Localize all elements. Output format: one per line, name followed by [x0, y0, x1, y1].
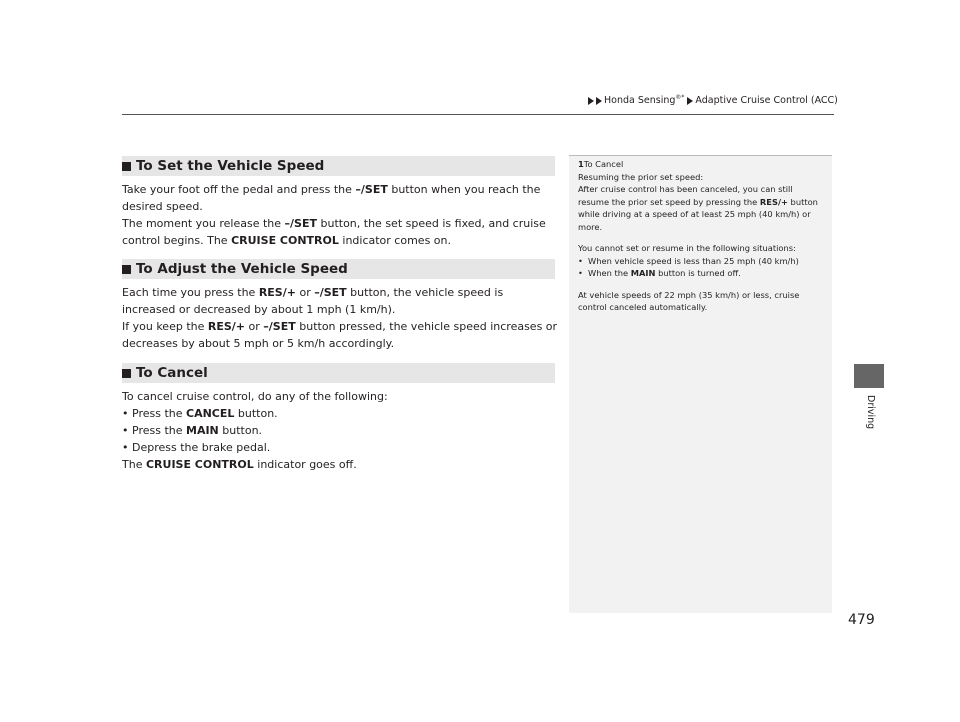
section-heading-adjust-speed: [122, 259, 555, 279]
paragraph: Each time you press the RES/+ or –/SET button, the vehicle speed is increased or decreased by about 1 mph (1 km/h).: [122, 286, 504, 316]
sidebar-title: 1To Cancel: [578, 159, 624, 169]
set-speed-body: [122, 181, 560, 249]
paragraph: To cancel cruise control, do any of the following:: [122, 390, 388, 403]
square-bullet-icon: [122, 265, 131, 274]
list-item: • When vehicle speed is less than 25 mph (40 km/h): [578, 255, 824, 268]
cancel-list: [122, 405, 560, 456]
square-bullet-icon: [122, 162, 131, 171]
section-heading-set-speed: [122, 156, 555, 176]
square-bullet-icon: [122, 369, 131, 378]
arrow-icon: [588, 97, 594, 105]
heading-text: To Set the Vehicle Speed: [136, 158, 325, 174]
list-item: • Press the MAIN button.: [122, 422, 560, 439]
arrow-icon: [596, 97, 602, 105]
breadcrumb-item: Adaptive Cruise Control (ACC): [695, 95, 838, 107]
arrow-icon: [687, 97, 693, 105]
header-divider: [122, 114, 834, 115]
chapter-label: Driving: [865, 395, 876, 430]
paragraph: The CRUISE CONTROL indicator goes off.: [122, 458, 357, 471]
sidebar-text: After cruise control has been canceled, you can still resume the prior set speed by pressing the RES/+ button while driving at a speed of at least 25 mph (40 km/h) or more.: [578, 184, 818, 232]
adjust-speed-body: [122, 284, 560, 352]
sidebar-text: Resuming the prior set speed:: [578, 171, 704, 182]
breadcrumb: [588, 94, 838, 106]
heading-text: To Cancel: [136, 365, 208, 381]
breadcrumb-item: Honda Sensing: [604, 95, 676, 107]
list-item: • Depress the brake pedal.: [122, 439, 560, 456]
chapter-tab: [854, 364, 884, 388]
section-heading-cancel: [122, 363, 555, 383]
sidebar-text: You cannot set or resume in the following situations:: [578, 243, 796, 253]
breadcrumb-sup: ®*: [675, 94, 685, 101]
page-number: 479: [848, 612, 875, 628]
paragraph: Take your foot off the pedal and press the –/SET button when you reach the desired speed.: [122, 183, 541, 213]
heading-text: To Adjust the Vehicle Speed: [136, 261, 348, 277]
sidebar-list: [578, 255, 824, 280]
paragraph: The moment you release the –/SET button, the set speed is fixed, and cruise control begins. The CRUISE CONTROL indicator comes on.: [122, 217, 546, 247]
list-item: • When the MAIN button is turned off.: [578, 267, 824, 280]
list-item: • Press the CANCEL button.: [122, 405, 560, 422]
sidebar-text: At vehicle speeds of 22 mph (35 km/h) or less, cruise control canceled automatically.: [578, 289, 800, 312]
sidebar-note: [569, 155, 832, 613]
paragraph: If you keep the RES/+ or –/SET button pressed, the vehicle speed increases or decreases by about 5 mph or 5 km/h accordingly.: [122, 320, 558, 350]
cancel-body: [122, 388, 560, 473]
